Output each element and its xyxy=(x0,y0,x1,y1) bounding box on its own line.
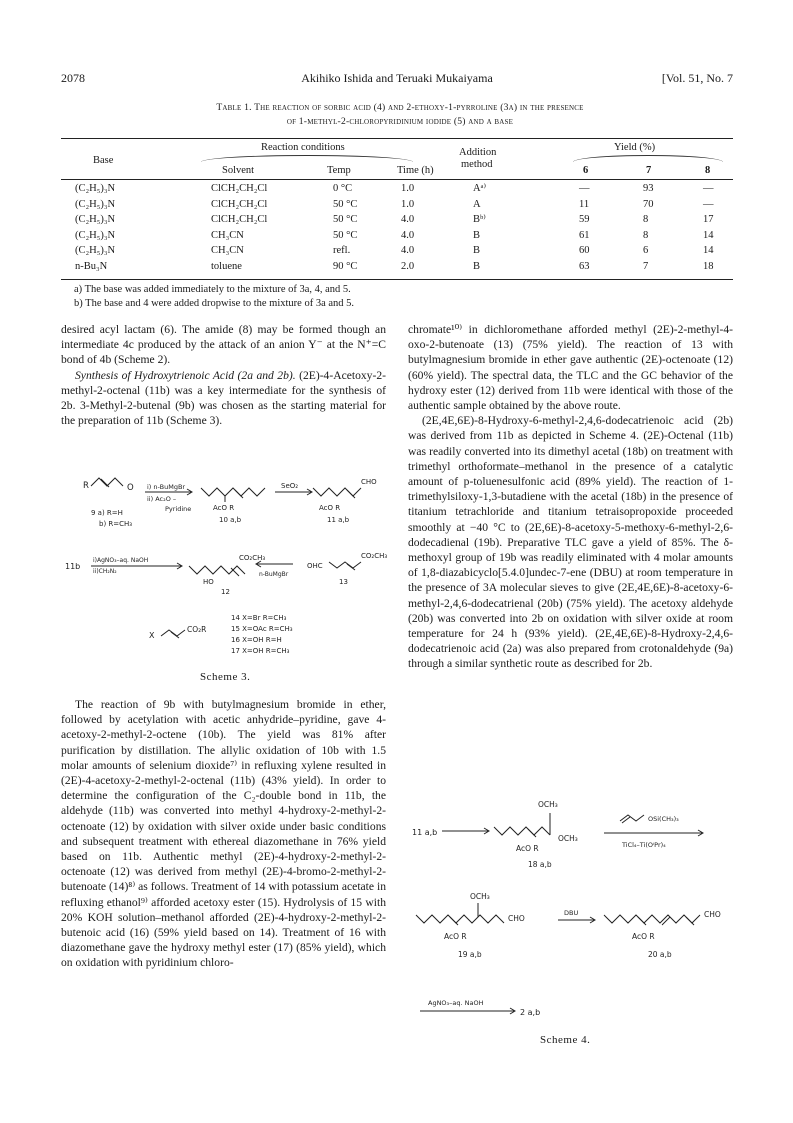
right-column xyxy=(408,322,733,672)
table-header-rule xyxy=(61,179,733,180)
reaction-table xyxy=(61,138,733,280)
header-temp: Temp xyxy=(327,165,351,176)
scheme-4 xyxy=(408,775,733,1065)
cell-base: (C₂H₅)₃N xyxy=(75,198,116,210)
label-11b-start: 11b xyxy=(65,562,81,571)
scheme-3 xyxy=(61,468,391,691)
scheme-4-caption: Scheme 4. xyxy=(540,1034,591,1046)
paragraph-acyl-lactam: desired acyl lactam (6). The amide (8) may be formed though an intermediate 4c produced by the attack of an anion Y⁻ at the N⁺=C bond of 4b (Scheme 2). xyxy=(61,323,386,367)
cell-time: 1.0 xyxy=(401,198,415,210)
page-number: 2078 xyxy=(61,71,85,85)
scheme-3-caption: Scheme 3. xyxy=(200,671,251,683)
label-16: 16 X=OH R=H xyxy=(231,636,282,644)
label-19: 19 a,b xyxy=(458,950,482,959)
label-co2r: CO₂R xyxy=(187,625,207,634)
cell-method: B xyxy=(473,245,481,257)
cell-solvent: CH₃CN xyxy=(211,245,244,257)
label-r: R xyxy=(83,481,89,491)
table-footnote-b: b) The base and 4 were added dropwise to the mixture of 3a and 5. xyxy=(74,298,355,309)
structure-18-double-bond xyxy=(528,829,536,837)
structure-11-double-bond xyxy=(347,490,355,498)
cell-y8: 14 xyxy=(703,245,714,257)
header-yield-7: 7 xyxy=(646,165,652,176)
running-authors: Akihiko Ishida and Teruaki Mukaiyama xyxy=(301,71,493,85)
yield-brace xyxy=(573,155,723,162)
cell-method: A xyxy=(473,198,481,210)
reagent-3a: i)AgNO₃–aq. NaOH xyxy=(93,557,149,564)
cell-y7: 93 xyxy=(643,183,654,194)
reagent-2: SeO₂ xyxy=(281,482,299,490)
structure-20-skeleton xyxy=(604,915,700,923)
label-aco-r-11: AcO R xyxy=(319,504,341,512)
table-footnote-a: a) The base was added immediately to the mixture of 3a, 4, and 5. xyxy=(74,284,351,295)
structure-12-skeleton xyxy=(189,566,245,574)
header-addition: Addition xyxy=(459,147,497,158)
label-aco-r-10: AcO R xyxy=(213,504,235,512)
label-aco-r-19: AcO R xyxy=(444,932,467,941)
cell-solvent: CH₃CN xyxy=(211,229,244,241)
reagent-4: n-BuMgBr xyxy=(259,571,289,578)
cell-y6: 11 xyxy=(579,198,590,210)
section-title-synthesis: Synthesis of Hydroxytrienoic Acid (2a and 2b). xyxy=(75,368,296,382)
label-9a: 9 a) R=H xyxy=(91,509,123,517)
paragraph-synthesis xyxy=(61,368,386,429)
cell-base: (C₂H₅)₃N xyxy=(75,229,116,241)
reagent-silyl: OSi(CH₃)₃ xyxy=(648,815,679,823)
cell-temp: 0 °C xyxy=(333,183,353,194)
label-o: O xyxy=(127,483,134,493)
cell-base: (C₂H₅)₃N xyxy=(75,183,116,194)
cell-y6: 61 xyxy=(579,229,590,241)
cell-solvent: ClCH₂CH₂Cl xyxy=(211,214,268,226)
reagent-diene-double xyxy=(622,817,630,823)
label-13: 13 xyxy=(339,578,348,586)
label-co2ch3-13: CO₂CH₃ xyxy=(361,552,388,560)
structure-9-double-bond xyxy=(101,479,109,487)
paragraph-reaction-9b: The reaction of 9b with butylmagnesium bromide in ether, followed by acetylation with acetic anhydride–pyridine, gave 4-acetoxy-2-methyl-2-octene (10b). The yield was 81% after purification by distillation. The allylic oxidation of 10b with 1.5 molar amounts of selenium dioxide⁷⁾ in refluxing xylene resulted in (2E)-4-acetoxy-2-methyl-2-octenal (11b) (43% yield). In order to determine the configuration of the C₂-double bond in 11b, the aldehyde (11b) was converted into methyl 4-hydroxy-2-methyl-2-octenoate (12) by oxidation with silver oxide under basic conditions and subsequent treatment with ethereal diazomethane in 76% yield based on 11b. Authentic methyl (2E)-4-hydroxy-2-methyl-2-octenoate (12) was derived from methyl (2E)-4-bromo-2-methyl-2-butenoate (14)⁸⁾ as follows. Treatment of 14 with potassium acetate in refluxing ethanol⁹⁾ afforded acetoxy ester (15). Hydrolysis of 15 with 20% KOH solution–methanol afforded (2E)-4-hydroxy-2-methyl-2-butenoic acid (16) (59% yield based on 14). Treatment of 16 with diazomethane gave the hydroxy methyl ester (17) (85% yield), which on oxidation with pyridinium chloro- xyxy=(61,698,386,970)
cell-y8: — xyxy=(703,183,714,194)
label-11ab-start: 11 a,b xyxy=(412,828,438,837)
cell-base: n-Bu₃N xyxy=(75,261,108,272)
reagent-3b: ii)CH₂N₂ xyxy=(93,568,117,575)
table-caption-line-2: of 1-methyl-2-chloropyridinium iodide (5) and a base xyxy=(286,116,514,127)
label-och3-side: OCH₃ xyxy=(558,834,578,843)
header-time: Time (h) xyxy=(397,165,434,176)
label-co2ch3-12: CO₂CH₃ xyxy=(239,554,266,562)
reagent-1c: Pyridine xyxy=(165,505,192,513)
cell-method: B xyxy=(473,229,481,241)
cell-time: 1.0 xyxy=(401,183,415,194)
cell-y7: 6 xyxy=(643,245,649,257)
cell-base: (C₂H₅)₃N xyxy=(75,245,116,257)
label-ohc-13: OHC xyxy=(307,562,323,570)
label-14: 14 X=Br R=CH₃ xyxy=(231,614,287,622)
cell-y8: 17 xyxy=(703,214,714,226)
cell-y6: — xyxy=(579,183,590,194)
header-method: method xyxy=(461,159,493,170)
table-bottom-rule xyxy=(61,279,733,280)
label-ho-12: HO xyxy=(203,578,214,586)
cell-y6: 60 xyxy=(579,245,590,257)
reagent-1b: ii) Ac₂O – xyxy=(147,495,177,503)
cell-method: Bᵇ⁾ xyxy=(473,214,486,226)
structure-20-double-bond-3 xyxy=(686,917,694,925)
cell-temp: 50 °C xyxy=(333,198,358,210)
structure-10-skeleton xyxy=(201,488,265,496)
cell-y8: 14 xyxy=(703,229,714,241)
label-10: 10 a,b xyxy=(219,516,242,524)
header-base: Base xyxy=(93,155,114,166)
header-yield-6: 6 xyxy=(583,165,589,176)
cell-method: Aᵃ⁾ xyxy=(473,183,487,194)
label-20: 20 a,b xyxy=(648,950,672,959)
label-15: 15 X=OAc R=CH₃ xyxy=(231,625,293,633)
running-header xyxy=(61,71,733,87)
cell-time: 2.0 xyxy=(401,261,415,272)
cell-y7: 8 xyxy=(643,229,649,241)
cell-y7: 8 xyxy=(643,214,649,226)
cell-y8: — xyxy=(703,198,714,210)
cell-base: (C₂H₅)₃N xyxy=(75,214,116,226)
cell-solvent: ClCH₂CH₂Cl xyxy=(211,183,268,194)
left-column-bottom xyxy=(61,697,386,971)
structure-11-skeleton xyxy=(313,488,361,496)
cell-solvent: toluene xyxy=(211,261,242,272)
reaction-conditions-brace xyxy=(201,155,413,162)
cell-solvent: ClCH₂CH₂Cl xyxy=(211,198,268,210)
reagent-ti: TiCl₄–Ti(OⁱPr)₄ xyxy=(622,841,666,849)
label-product-2ab: 2 a,b xyxy=(520,1008,541,1017)
cell-y8: 18 xyxy=(703,261,714,272)
label-x: X xyxy=(149,631,155,640)
volume-label: [Vol. 51, No. 7 xyxy=(661,71,733,85)
structure-19-skeleton xyxy=(416,915,504,923)
cell-y6: 59 xyxy=(579,214,590,226)
paragraph-chromate: chromate¹⁰⁾ in dichloromethane afforded methyl (2E)-2-methyl-4-oxo-2-butenoate (13) (75% yield). The reaction of 13 with butylmagnesium bromide in ether gave authentic (2E)-octenoate (12) (60% yield). The spectral data, the TLC and the GC behavior of the hydroxy ester (12) derived from 11b were identical with those of the authentic sample obtained by the above route. xyxy=(408,323,733,413)
cell-time: 4.0 xyxy=(401,245,415,257)
structure-19-double-bond xyxy=(450,917,458,925)
header-yield-8: 8 xyxy=(705,165,711,176)
label-11: 11 a,b xyxy=(327,516,350,524)
label-9b: b) R=CH₃ xyxy=(99,520,133,528)
structure-20-double-bond-2 xyxy=(662,917,670,925)
structure-13-skeleton xyxy=(329,562,361,568)
label-cho-19: CHO xyxy=(508,914,525,923)
structure-20-double-bond-1 xyxy=(638,917,646,925)
cell-method: B xyxy=(473,261,481,272)
label-och3-19: OCH₃ xyxy=(470,892,490,901)
cell-y7: 70 xyxy=(643,198,654,210)
reagent-final: AgNO₃–aq. NaOH xyxy=(428,999,484,1007)
header-yield: Yield (%) xyxy=(614,142,656,153)
label-och3-top: OCH₃ xyxy=(538,800,558,809)
cell-temp: 90 °C xyxy=(333,261,358,272)
label-cho-20: CHO xyxy=(704,910,721,919)
header-solvent: Solvent xyxy=(222,165,255,176)
structure-18-skeleton xyxy=(494,827,550,835)
label-17: 17 X=OH R=CH₃ xyxy=(231,647,290,655)
structure-12-double-bond xyxy=(231,568,239,576)
label-aco-r-20: AcO R xyxy=(632,932,655,941)
table-top-rule xyxy=(61,138,733,139)
cell-y6: 63 xyxy=(579,261,590,272)
cell-time: 4.0 xyxy=(401,229,415,241)
cell-y7: 7 xyxy=(643,261,649,272)
label-cho-11: CHO xyxy=(361,478,377,486)
label-12: 12 xyxy=(221,588,230,596)
header-reaction-conditions: Reaction conditions xyxy=(261,142,345,153)
left-column-top xyxy=(61,322,386,428)
reagent-diene xyxy=(620,815,644,821)
label-18: 18 a,b xyxy=(528,860,552,869)
reagent-1a: i) n-BuMgBr xyxy=(147,483,186,491)
paragraph-dodecatrienoic: (2E,4E,6E)-8-Hydroxy-6-methyl-2,4,6-dodecatrienoic acid (2b) was derived from 11b as depicted in Scheme 4. (2E)-Octenal (11b) was readily converted into its dimethyl acetal (18b) on treatment with trimethyl orthoformate–methanol in the presence of a catalytic amount of p-toluenesulfonic acid (89% yield). The reaction of 1-trimethylsiloxy-1,3-butadiene with the acetal (18b) in the presence of titanium tetrachloride and titanium tetraisopropoxide proceeded smoothly at −40 °C to (2E,6E)-8-acetoxy-5-methoxy-6-methyl-2,6-dodecadienal (19b). Preparative TLC gave a yield of 85%. The δ-methoxyl group of 19b was readily eliminated with 4 molar amounts of 1,8-diazabicyclo[5.4.0]undec-7-ene (DBU) at room temperature in the presence of 3A molecular sieves to give (2E,4E,6E)-8-acetoxy-6-methyl-2,4,6-dodecatrienal (20b) (75% yield). The acetoxy aldehyde (20b) was converted into 2b on oxidation with silver oxide at room temperature for 24 h (93% yield). (2E,4E,6E)-8-Hydroxy-2,4,6-dodecatrienoic acid (2a) was also prepared from crotonaldehyde (9a) through a similar synthetic route as described for 2b. xyxy=(408,414,733,671)
table-caption-line-1: Table 1. The reaction of sorbic acid (4) and 2-ethoxy-1-pyrroline (3a) in the presence xyxy=(216,102,584,113)
cell-temp: 50 °C xyxy=(333,229,358,241)
label-aco-r-18: AcO R xyxy=(516,844,539,853)
table-caption xyxy=(80,101,720,129)
cell-temp: refl. xyxy=(333,245,351,257)
cell-temp: 50 °C xyxy=(333,214,358,226)
paragraph-synthesis-body: (2E)-4-Acetoxy-2-methyl-2-octenal (11b) was a key intermediate for the synthesis of 2b. 3-Methyl-2-butenal (9b) was chosen as the starting material for the preparation of 11b (Scheme 3). xyxy=(61,368,387,428)
structure-10-double-bond xyxy=(235,490,243,498)
reagent-dbu: DBU xyxy=(564,909,579,917)
cell-time: 4.0 xyxy=(401,214,415,226)
